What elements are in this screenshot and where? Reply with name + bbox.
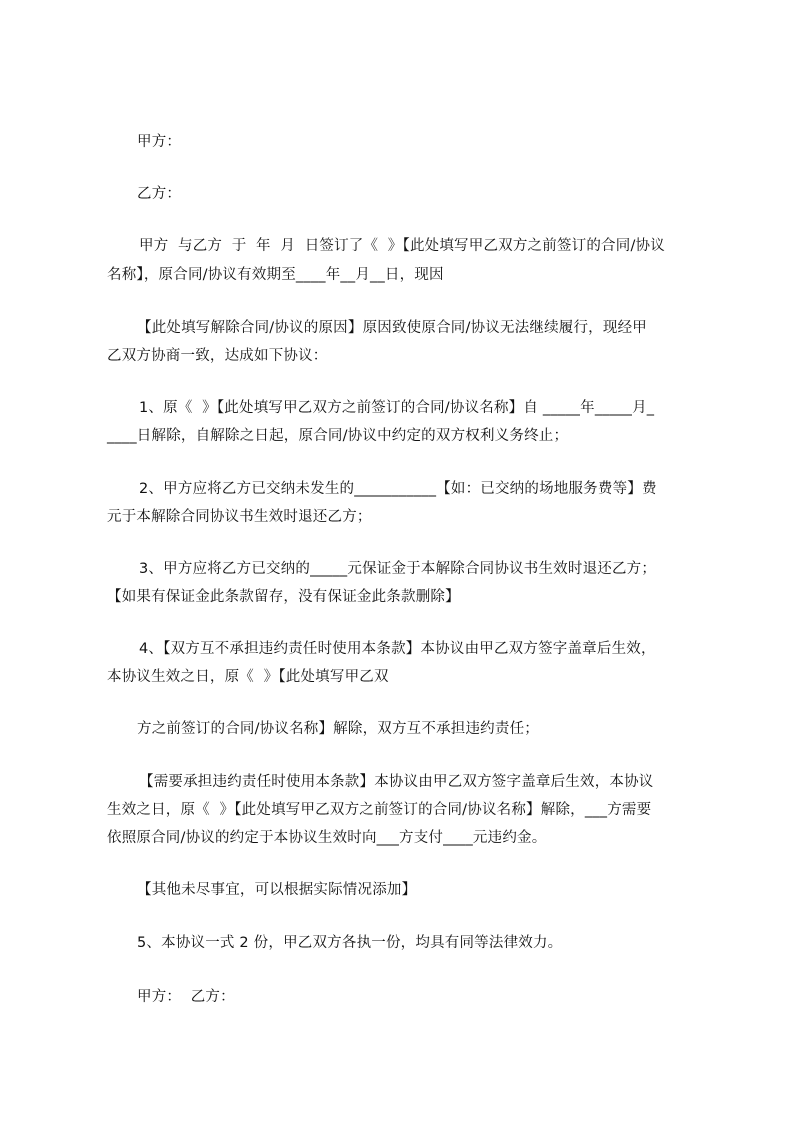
clause-4-line-1: 4、【双方互不承担违约责任时使用本条款】本协议由甲乙双方签字盖章后生效， [139, 641, 656, 657]
reason-line-2: 乙双方协商一致，达成如下协议： [107, 348, 328, 364]
reason-line-1: 【此处填写解除合同/协议的原因】原因致使原合同/协议无法继续履行，现经甲 [137, 320, 647, 336]
clause-1-line-2: ____日解除，自解除之日起，原合同/协议中约定的双方权利义务终止； [107, 428, 569, 444]
clause-4-alt-line-3: 依照原合同/协议的约定于本协议生效时向___方支付____元违约金。 [107, 830, 547, 846]
clause-2-line-1: 2、甲方应将乙方已交纳未发生的___________【如：已交纳的场地服务费等】费 [139, 481, 657, 497]
intro-line-1: 甲方 与乙方 于 年 月 日签订了《 》【此处填写甲乙双方之前签订的合同/协议 [139, 238, 665, 254]
clause-5: 5、本协议一式 2 份，甲乙双方各执一份，均具有同等法律效力。 [137, 935, 563, 951]
clause-4-line-3: 方之前签订的合同/协议名称】解除，双方互不承担违约责任； [137, 721, 539, 737]
clause-2-line-2: 元于本解除合同协议书生效时退还乙方； [107, 509, 372, 525]
clause-3-line-1: 3、甲方应将乙方已交纳的_____元保证金于本解除合同协议书生效时退还乙方； [139, 561, 657, 577]
party-b-label: 乙方： [137, 186, 182, 202]
other-matters-note: 【其他未尽事宜，可以根据实际情况添加】 [137, 882, 417, 898]
intro-line-2: 名称】，原合同/协议有效期至____年__月__日，现因 [107, 267, 444, 283]
clause-1-line-1: 1、原《 》【此处填写甲乙双方之前签订的合同/协议名称】自 _____年_____月_ [139, 400, 655, 416]
clause-4-alt-line-2: 生效之日，原《 》【此处填写甲乙双方之前签订的合同/协议名称】解除，___方需要 [107, 802, 652, 818]
party-a-label: 甲方： [137, 134, 182, 150]
clause-4-alt-line-1: 【需要承担违约责任时使用本条款】本协议由甲乙双方签字盖章后生效，本协议 [139, 774, 654, 790]
signature-line: 甲方： 乙方： [137, 989, 235, 1005]
clause-3-line-2: 【如果有保证金此条款留存，没有保证金此条款删除】 [107, 589, 460, 605]
clause-4-line-2: 本协议生效之日，原《 》【此处填写甲乙双 [107, 669, 389, 685]
